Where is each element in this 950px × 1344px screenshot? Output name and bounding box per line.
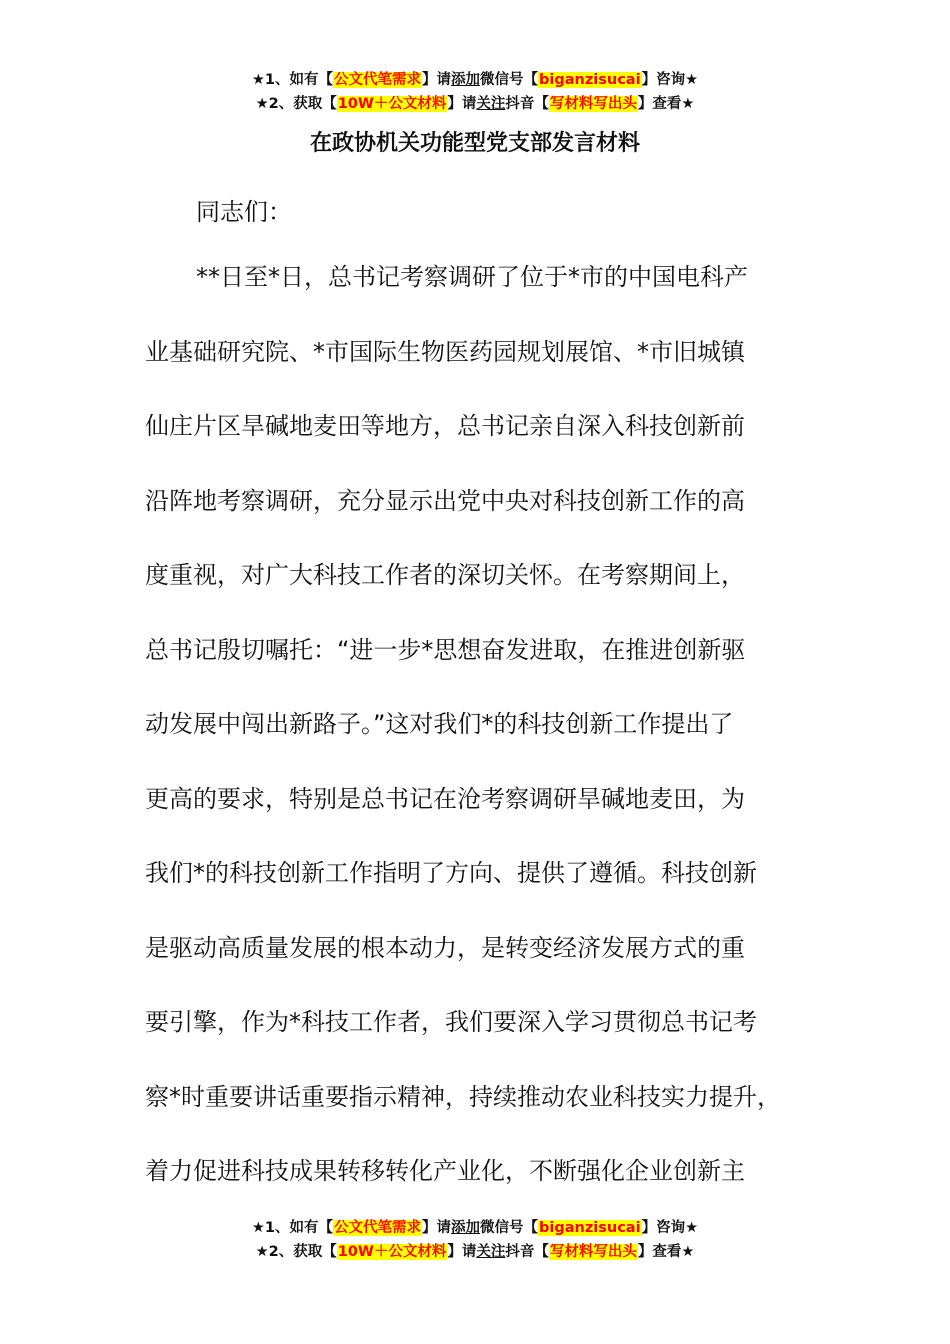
body-line: 总书记殷切嘱托：“进一步*思想奋发进取，在推进创新驱 [145, 635, 746, 664]
banner-text: 抖音【 [505, 1244, 549, 1260]
banner-text: 微信号【 [480, 1220, 539, 1236]
bottom-banner [0, 1216, 950, 1264]
banner-highlight: 10W＋公文材料 [337, 1244, 447, 1260]
body-line: **日至*日，总书记考察调研了位于*市的中国电科产 [196, 263, 748, 291]
body-paragraph [145, 255, 835, 1224]
body-line: 度重视，对广大科技工作者的深切关怀。在考察期间上， [145, 561, 745, 589]
body-line: 更高的要求，特别是总书记在沧考察调研旱碱地麦田，为 [145, 784, 745, 813]
banner-text: ★2、获取【 [255, 1244, 337, 1260]
banner-line-2 [0, 92, 950, 116]
banner-text: ★2、获取【 [255, 96, 337, 112]
banner-text: ★1、如有【 [251, 1220, 334, 1236]
body-line: 沿阵地考察调研，充分显示出党中央对科技创新工作的高 [145, 486, 745, 515]
banner-underline: 关注 [476, 1244, 506, 1260]
top-banner [0, 68, 950, 116]
banner-wechat-id: biganzisucai [539, 72, 641, 88]
banner-text: 】查看★ [637, 96, 695, 112]
banner-text: 】查看★ [637, 1244, 695, 1260]
body-line: 要引擎，作为*科技工作者，我们要深入学习贯彻总书记考 [145, 1008, 757, 1036]
banner-highlight: 公文代笔需求 [334, 1220, 422, 1236]
banner-douyin-id: 写材料写出头 [549, 96, 637, 112]
banner-highlight: 10W＋公文材料 [337, 96, 447, 112]
banner-text: 微信号【 [480, 72, 539, 88]
banner-text: 】请 [422, 1220, 452, 1236]
banner-underline: 添加 [451, 1220, 481, 1236]
banner-text: 抖音【 [505, 96, 549, 112]
body-line: 仙庄片区旱碱地麦田等地方，总书记亲自深入科技创新前 [145, 412, 745, 440]
banner-text: 】请 [422, 72, 452, 88]
banner-douyin-id: 写材料写出头 [549, 1244, 637, 1260]
banner-line-2 [0, 1240, 950, 1264]
document-title: 在政协机关功能型党支部发言材料 [309, 131, 640, 156]
banner-wechat-id: biganzisucai [539, 1220, 641, 1236]
banner-text: 】请 [447, 96, 477, 112]
body-line: 我们*的科技创新工作指明了方向、提供了遵循。科技创新 [145, 859, 757, 887]
body-line: 业基础研究院、*市国际生物医药园规划展馆、*市旧城镇 [145, 337, 745, 366]
banner-underline: 添加 [451, 72, 481, 88]
banner-underline: 关注 [476, 96, 506, 112]
salutation: 同志们： [196, 198, 292, 226]
body-line: 察*时重要讲话重要指示精神，持续推动农业科技实力提升， [145, 1082, 781, 1111]
banner-text: ★1、如有【 [251, 72, 334, 88]
banner-line-1 [0, 68, 950, 92]
banner-line-1 [0, 1216, 950, 1240]
banner-text: 】请 [447, 1244, 477, 1260]
body-line: 动发展中闯出新路子。”这对我们*的科技创新工作提出了 [145, 710, 734, 738]
body-line: 是驱动高质量发展的根本动力，是转变经济发展方式的重 [145, 933, 745, 962]
banner-text: 】咨询★ [641, 1220, 699, 1236]
banner-text: 】咨询★ [641, 72, 699, 88]
body-line: 着力促进科技成果转移转化产业化，不断强化企业创新主 [145, 1157, 745, 1185]
banner-highlight: 公文代笔需求 [334, 72, 422, 88]
